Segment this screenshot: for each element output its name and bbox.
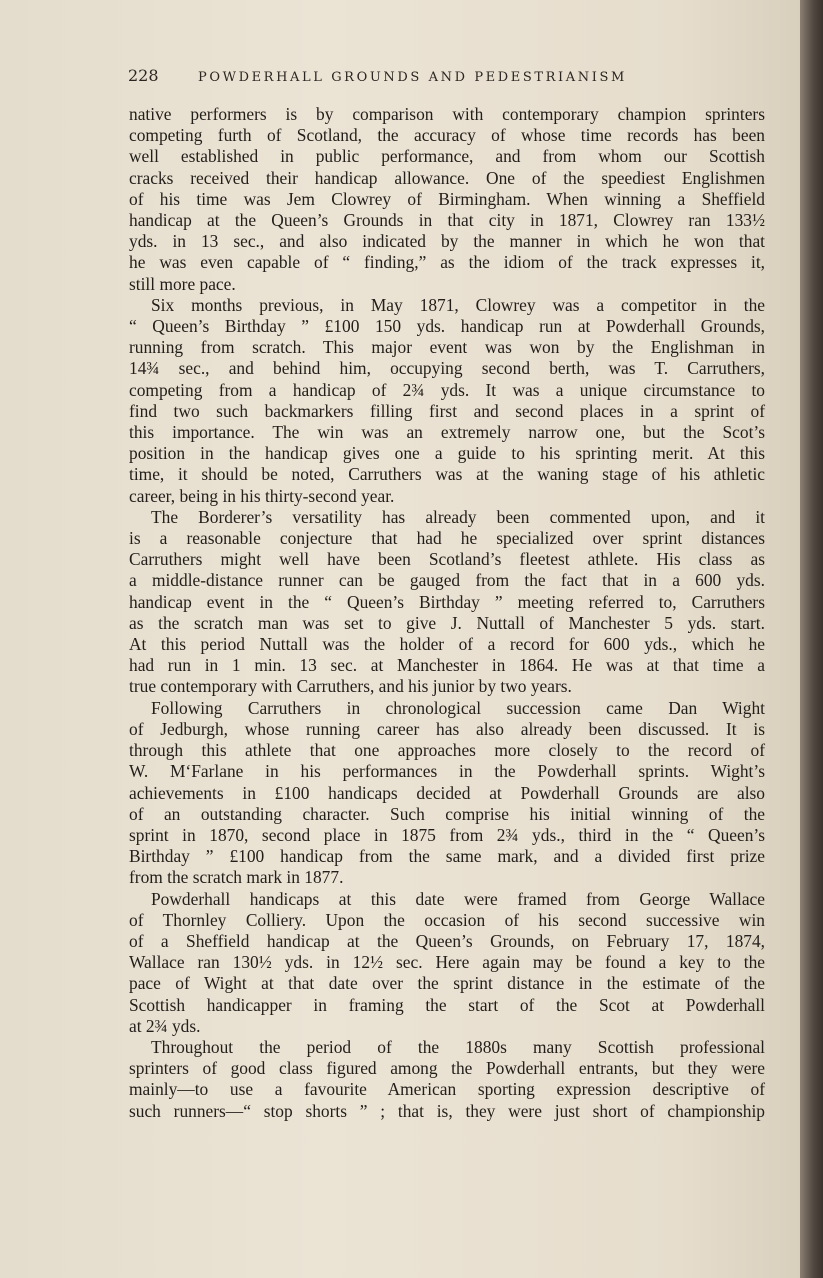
book-spine-edge <box>800 0 823 1278</box>
paragraph <box>129 507 765 698</box>
text-line: position in the handicap gives one a guide to his sprinting merit. At this <box>129 443 765 464</box>
text-line: 14¾ sec., and behind him, occupying second berth, was T. Carruthers, <box>129 358 765 379</box>
text-line: competing furth of Scotland, the accuracy of whose time records has been <box>129 125 765 146</box>
text-line: Scottish handicapper in framing the start of the Scot at Powderhall <box>129 994 765 1015</box>
text-line: Throughout the period of the 1880s many Scottish professional <box>151 1036 765 1057</box>
paragraph <box>129 1037 765 1122</box>
text-line: W. M‘Farlane in his performances in the Powderhall sprints. Wight’s <box>129 761 765 782</box>
text-line: of his time was Jem Clowrey of Birmingham. When winning a Sheffield <box>129 188 765 209</box>
text-line: The Borderer’s versatility has already been commented upon, and it <box>151 506 765 527</box>
text-line: Six months previous, in May 1871, Clowrey was a competitor in the <box>151 294 765 315</box>
text-line: well established in public performance, and from whom our Scottish <box>129 146 765 167</box>
text-line: of a Sheffield handicap at the Queen’s Grounds, on February 17, 1874, <box>129 930 765 951</box>
text-line: as the scratch man was set to give J. Nuttall of Manchester 5 yds. start. <box>129 612 765 633</box>
paragraph <box>129 295 765 507</box>
text-line: of Thornley Colliery. Upon the occasion of his second successive win <box>129 909 765 930</box>
text-line: career, being in his thirty-second year. <box>129 485 395 506</box>
text-line: handicap at the Queen’s Grounds in that city in 1871, Clowrey ran 133½ <box>129 210 765 231</box>
text-line: pace of Wight at that date over the sprint distance in the estimate of the <box>129 973 765 994</box>
text-line: true contemporary with Carruthers, and his junior by two years. <box>129 676 572 697</box>
text-line: At this period Nuttall was the holder of a record for 600 yds., which he <box>129 634 765 655</box>
text-line: of an outstanding character. Such comprise his initial winning of the <box>129 803 765 824</box>
page-header <box>128 62 768 90</box>
text-line: sprint in 1870, second place in 1875 from 2¾ yds., third in the “ Queen’s <box>129 824 765 845</box>
text-line: from the scratch mark in 1877. <box>129 867 344 888</box>
text-line: of Jedburgh, whose running career has also already been discussed. It is <box>129 718 765 739</box>
text-line: such runners—“ stop shorts ” ; that is, they were just short of championship <box>129 1100 765 1121</box>
text-line: he was even capable of “ finding,” as the idiom of the track expresses it, <box>129 252 765 273</box>
text-line: sprinters of good class figured among the Powderhall entrants, but they were <box>129 1058 765 1079</box>
text-line: mainly—to use a favourite American sporting expression descriptive of <box>129 1079 765 1100</box>
text-line: competing from a handicap of 2¾ yds. It was a unique circumstance to <box>129 379 765 400</box>
text-line: still more pace. <box>129 273 236 294</box>
text-line: cracks received their handicap allowance. One of the speediest Englishmen <box>129 167 765 188</box>
page-number: 228 <box>128 66 159 85</box>
text-line: through this athlete that one approaches more closely to the record of <box>129 740 765 761</box>
text-line: achievements in £100 handicaps decided at Powderhall Grounds are also <box>129 782 765 803</box>
paragraph <box>129 698 765 889</box>
text-line: is a reasonable conjecture that had he specialized over sprint distances <box>129 528 765 549</box>
text-line: this importance. The win was an extremely narrow one, but the Scot’s <box>129 422 765 443</box>
text-line: Carruthers might well have been Scotland’s fleetest athlete. His class as <box>129 549 765 570</box>
running-head: POWDERHALL GROUNDS AND PEDESTRIANISM <box>198 70 627 85</box>
text-line: running from scratch. This major event was won by the Englishman in <box>129 337 765 358</box>
text-line: Powderhall handicaps at this date were framed from George Wallace <box>151 888 765 909</box>
text-line: at 2¾ yds. <box>129 1015 201 1036</box>
paragraph <box>129 889 765 1037</box>
text-line: had run in 1 min. 13 sec. at Manchester in 1864. He was at that time a <box>129 655 765 676</box>
text-line: Wallace ran 130½ yds. in 12½ sec. Here again may be found a key to the <box>129 952 765 973</box>
text-line: time, it should be noted, Carruthers was at the waning stage of his athletic <box>129 464 765 485</box>
text-line: a middle-distance runner can be gauged from the fact that in a 600 yds. <box>129 570 765 591</box>
text-line: “ Queen’s Birthday ” £100 150 yds. handicap run at Powderhall Grounds, <box>129 316 765 337</box>
text-line: yds. in 13 sec., and also indicated by the manner in which he won that <box>129 231 765 252</box>
body-text <box>129 104 765 1122</box>
text-line: native performers is by comparison with contemporary champion sprinters <box>129 104 765 124</box>
text-line: handicap event in the “ Queen’s Birthday ” meeting referred to, Carruthers <box>129 591 765 612</box>
text-line: Following Carruthers in chronological succession came Dan Wight <box>151 697 765 718</box>
text-line: find two such backmarkers filling first and second places in a sprint of <box>129 400 765 421</box>
text-line: Birthday ” £100 handicap from the same mark, and a divided first prize <box>129 846 765 867</box>
paragraph <box>129 104 765 295</box>
